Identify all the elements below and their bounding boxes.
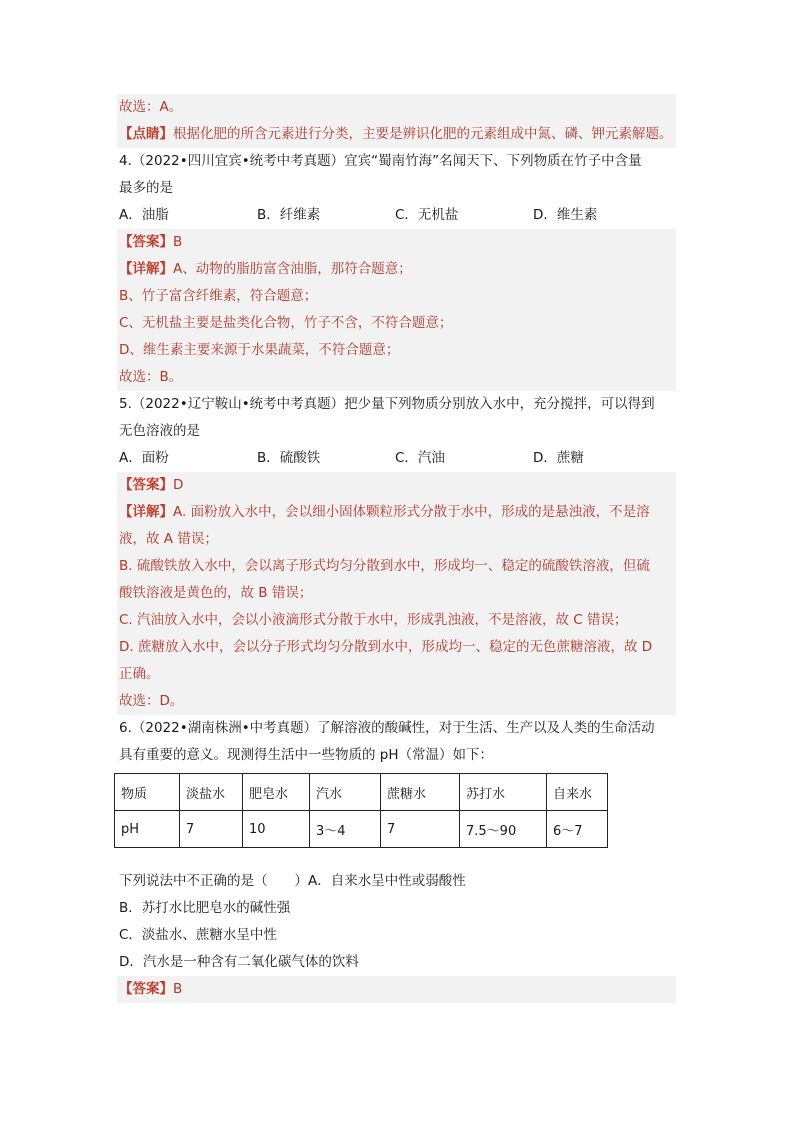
table-cell: 7 <box>381 811 460 848</box>
q5-selection: 故选：D。 <box>117 688 676 715</box>
document-page <box>117 94 676 1003</box>
q4-stem-line1: 4.（2022•四川宜宾•统考中考真题）宜宾“蜀南竹海”名闻天下、下列物质在竹子中含量 <box>119 153 642 169</box>
q5-answer: 【答案】D <box>117 472 676 499</box>
q5-option-a: A．面粉 <box>119 450 169 466</box>
q6-answer: 【答案】B <box>117 976 676 1003</box>
q4-option-c: C．无机盐 <box>395 207 459 223</box>
table-cell: 7.5～90 <box>460 811 547 848</box>
q6-option-b: B．苏打水比肥皂水的碱性强 <box>119 900 291 916</box>
table-row <box>115 811 608 848</box>
table-cell: 自来水 <box>547 774 608 811</box>
table-header-row <box>115 774 608 811</box>
q5-detail-2: 液，故 A 错误； <box>117 526 676 553</box>
q5-detail-3: B. 硫酸铁放入水中，会以离子形式均匀分散到水中，形成均一、稳定的硫酸铁溶液，但硫 <box>117 553 676 580</box>
q5-option-c: C．汽油 <box>395 450 445 466</box>
table-cell: 汽水 <box>310 774 381 811</box>
table-cell: 肥皂水 <box>243 774 310 811</box>
q5-detail-5: C. 汽油放入水中，会以小液滴形式分散于水中，形成乳浊液，不是溶液，故 C 错误； <box>117 607 676 634</box>
q5-detail-6: D. 蔗糖放入水中，会以分子形式均匀分散到水中，形成均一、稳定的无色蔗糖溶液，故 D <box>117 634 676 661</box>
q4-detail-3: C、无机盐主要是盐类化合物，竹子不含，不符合题意； <box>117 310 676 337</box>
q4-answer: 【答案】B <box>117 229 676 256</box>
q6-stem-line1: 6.（2022•湖南株洲•中考真题）了解溶液的酸碱性，对于生活、生产以及人类的生命活动 <box>119 720 655 736</box>
q6-stem-line2: 具有重要的意义。现测得生活中一些物质的 pH（常温）如下： <box>119 747 494 763</box>
table-cell: 7 <box>180 811 243 848</box>
q4-detail-2: B、竹子富含纤维素，符合题意； <box>117 283 676 310</box>
table-cell: 蔗糖水 <box>381 774 460 811</box>
q5-stem-line2: 无色溶液的是 <box>119 423 200 439</box>
q5-option-b: B．硫酸铁 <box>257 450 321 466</box>
q5-detail-7: 正确。 <box>117 661 676 688</box>
ph-table <box>114 773 608 848</box>
q4-selection: 故选：B。 <box>117 364 676 391</box>
prev-selection: 故选：A。 <box>117 94 676 121</box>
q5-options <box>117 445 676 472</box>
q6-question: 下列说法中不正确的是（ ）A．自来水呈中性或弱酸性 <box>119 873 466 889</box>
q4-options <box>117 202 676 229</box>
table-cell: pH <box>115 811 180 848</box>
q5-detail-1: 【详解】A. 面粉放入水中，会以细小固体颗粒形式分散于水中，形成的是悬浊液，不是溶 <box>117 499 676 526</box>
q4-detail-4: D、维生素主要来源于水果蔬菜，不符合题意； <box>117 337 676 364</box>
q4-option-b: B．纤维素 <box>257 207 321 223</box>
table-cell: 苏打水 <box>460 774 547 811</box>
table-cell: 10 <box>243 811 310 848</box>
q6-option-c: C．淡盐水、蔗糖水呈中性 <box>119 927 277 943</box>
q5-option-d: D．蔗糖 <box>533 450 584 466</box>
q4-option-d: D．维生素 <box>533 207 598 223</box>
q4-detail-1: 【详解】A、动物的脂肪富含油脂，那符合题意； <box>117 256 676 283</box>
q4-option-a: A．油脂 <box>119 207 169 223</box>
q5-detail-4: 酸铁溶液是黄色的，故 B 错误； <box>117 580 676 607</box>
table-cell: 物质 <box>115 774 180 811</box>
table-cell: 3～4 <box>310 811 381 848</box>
prev-comment: 【点睛】根据化肥的所含元素进行分类，主要是辨识化肥的元素组成中氮、磷、钾元素解题。 <box>117 121 676 148</box>
q4-stem-line2: 最多的是 <box>119 180 173 196</box>
table-cell: 6～7 <box>547 811 608 848</box>
q5-stem-line1: 5.（2022•辽宁鞍山•统考中考真题）把少量下列物质分别放入水中，充分搅拌，可以得到 <box>119 396 655 412</box>
table-cell: 淡盐水 <box>180 774 243 811</box>
q6-option-d: D．汽水是一种含有二氧化碳气体的饮料 <box>119 954 359 970</box>
